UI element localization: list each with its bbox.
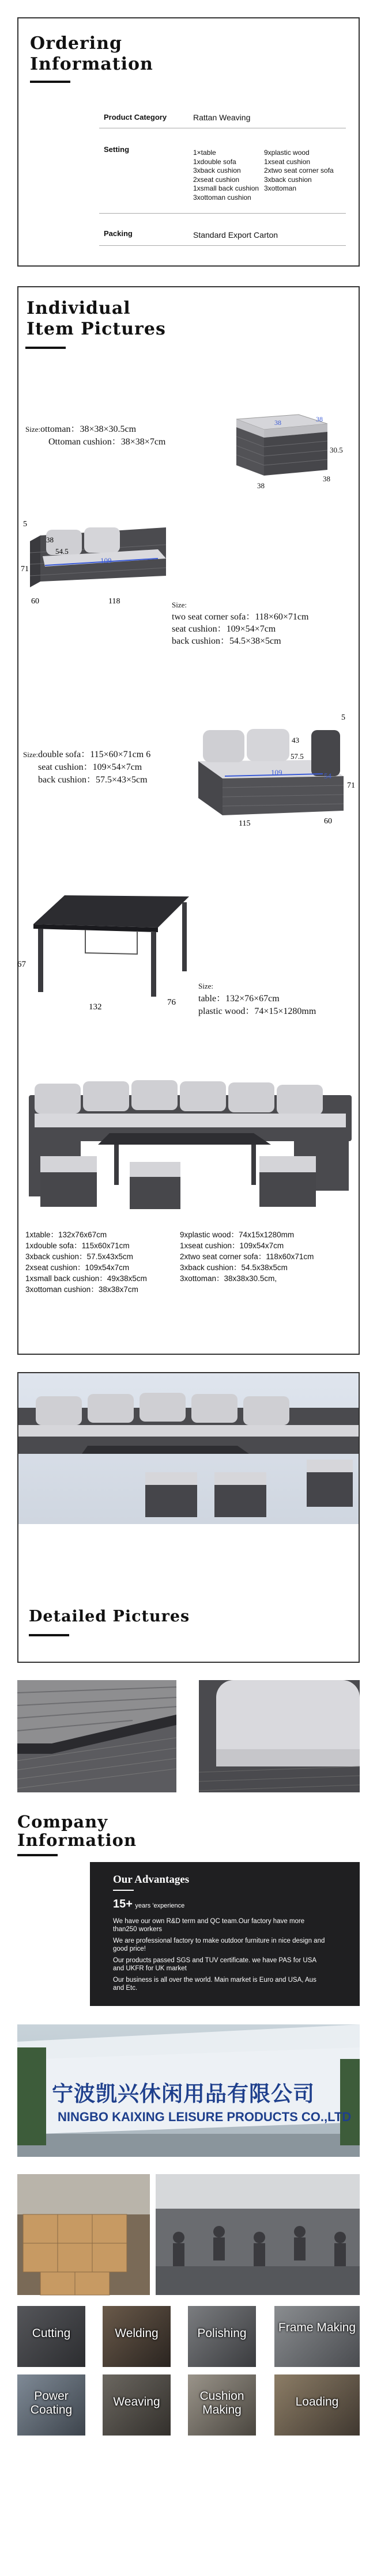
sign-text-cn: 宁波凯兴休闲用品有限公司 [52, 2081, 315, 2106]
advantages-panel [90, 1862, 360, 2006]
company-title: Company Information [17, 1812, 137, 1850]
product-category-value: Rattan Weaving [193, 113, 251, 122]
process-tile-power-coating: Power Coating [17, 2374, 85, 2436]
dim-label: 5 [341, 713, 345, 722]
experience: 15+ years 'experience [113, 1898, 185, 1910]
dim-label: 38 [46, 535, 54, 544]
sign-text-en: NINGBO KAIXING LEISURE PRODUCTS CO.,LTD [58, 2110, 352, 2124]
process-tile-frame-making: Frame Making [274, 2306, 360, 2367]
ottoman-spec: Size:ottoman：38×38×30.5cm Ottoman cushion：38×38×7cm [25, 424, 166, 447]
workshop-photo [156, 2174, 360, 2295]
dim-label: 38 [323, 474, 330, 483]
setting-col2: 9xplastic wood 1xseat cushion 2xtwo seat corner sofa 3xback cushion 3xottoman [264, 149, 334, 192]
dim-label: 60 [31, 597, 39, 606]
dim-label: 71 [347, 781, 355, 790]
dim-label: 43 [292, 736, 299, 744]
process-tile-welding: Welding [103, 2306, 171, 2367]
detailed-title: Detailed Pictures [29, 1608, 190, 1625]
advantages-title: Our Advantages [113, 1874, 190, 1886]
advantages-text: We have our own R&D term and QC team.Our factory have more than250 workers We are professional factory to make outdoor furniture in nice design and good price! Our products passed SGS and TUV certificate. we have PAS for USA and UKFR for UK market Our business is all over the world. Main market is Euro and USA, Aus and Etc. [113, 1918, 325, 1992]
ottoman-image [229, 408, 345, 494]
dim-label: 57.5 [291, 752, 304, 761]
dim-label: 109 [271, 768, 282, 777]
product-category-label: Product Category [104, 113, 167, 121]
dim-label: 115 [239, 819, 251, 828]
process-tile-polishing: Polishing [188, 2306, 256, 2367]
setting-col1: 1×table 1xdouble sofa 3xback cushion 2xseat cushion 1xsmall back cushion 3xottoman cushion [193, 149, 259, 202]
table-spec: Size: table：132×76×67cm plastic wood：74×15×1280mm [198, 982, 316, 1016]
dim-label: 38 [274, 419, 281, 427]
individual-title: Individual Item Pictures [27, 298, 166, 339]
packing-label: Packing [104, 229, 133, 238]
corner-sofa-image [22, 512, 172, 610]
dim-label: 76 [167, 998, 176, 1007]
company-underline [17, 1854, 58, 1856]
set-photo-dining [18, 1373, 359, 1524]
detail-photo-table [17, 1680, 176, 1792]
setting-label: Setting [104, 145, 130, 154]
dim-label: 109 [100, 556, 112, 565]
process-tile-cutting: Cutting [17, 2306, 85, 2367]
factory-sign-photo [17, 2024, 360, 2157]
double-sofa-image [190, 707, 357, 828]
corner-sofa-spec: Size: two seat corner sofa：118×60×71cm seat cushion：109×54×7cm back cushion：54.5×38×5cm [172, 601, 309, 646]
dim-label: 38 [257, 481, 265, 490]
detail-photo-cushion [199, 1680, 360, 1792]
double-sofa-spec: Size:double sofa：115×60×71cm 6 seat cushion：109×54×7cm back cushion：57.5×43×5cm [23, 750, 151, 785]
dim-label: 71 [21, 565, 29, 573]
dim-label: 38 [316, 415, 323, 423]
dim-label: 5 [23, 520, 27, 529]
packing-value: Standard Export Carton [193, 230, 278, 240]
dim-label: 118 [108, 597, 120, 606]
dim-label: 54 [324, 772, 331, 780]
individual-underline [25, 347, 66, 349]
divider [99, 213, 346, 214]
dim-label: 60 [324, 817, 332, 826]
full-set-image [23, 1076, 352, 1214]
detailed-underline [29, 1634, 69, 1636]
advantages-underline [113, 1890, 134, 1891]
process-tile-loading: Loading [274, 2374, 360, 2436]
ordering-title: Ordering Information [30, 33, 153, 74]
process-tile-weaving: Weaving [103, 2374, 171, 2436]
process-tile-cushion-making: Cushion Making [188, 2374, 256, 2436]
dim-label: 132 [89, 1002, 102, 1012]
table-image [16, 890, 201, 1010]
dim-label: 54.5 [55, 547, 69, 556]
dim-label: 30.5 [330, 446, 343, 454]
set-spec-table: 1xtable：132x76x67cm 9xplastic wood：74x15x1280mm 1xdouble sofa：115x60x71cm 1xseat cushion：109x54x7cm 3xback cushion：57.5x43x5cm 2xtwo seat corner sofa：118x60x71cm 2xseat cushion：109x54x7cm 3xback cushion：54.5x38x5cm 1xsmall back cushion：49x38x5cm 3xottoman：38x38x30.5cm, 3xottoman cushion：38x38x7cm [25, 1230, 314, 1294]
dim-label: 67 [17, 960, 26, 969]
divider [99, 245, 346, 246]
warehouse-photo [17, 2174, 150, 2295]
ordering-underline [30, 81, 70, 83]
